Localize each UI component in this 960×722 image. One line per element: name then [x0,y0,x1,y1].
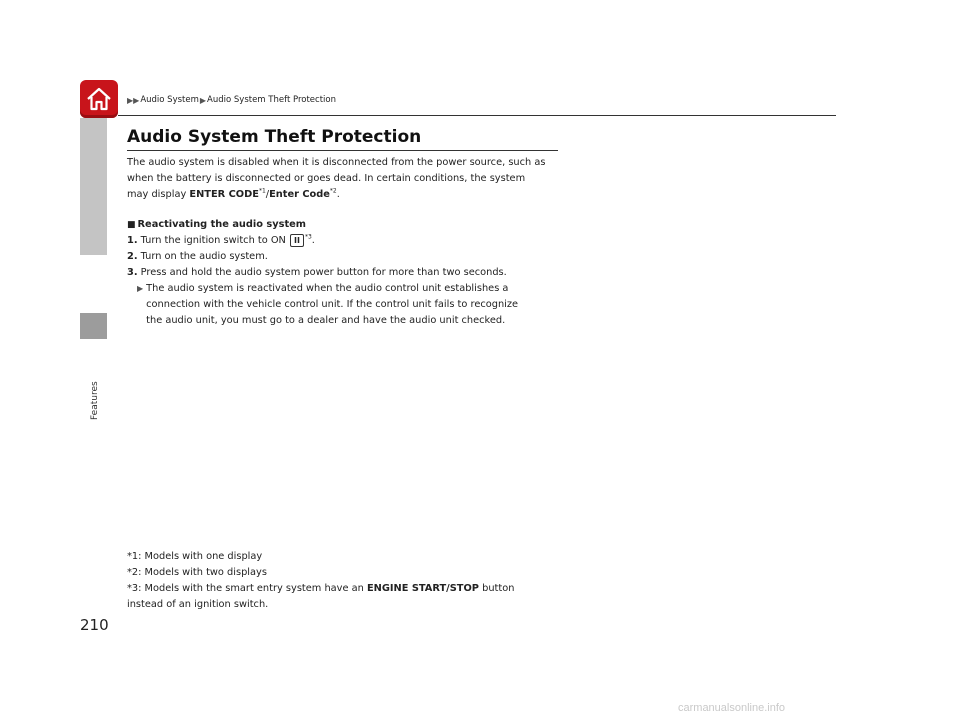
intro-text: . [336,189,340,200]
step-note-text [146,281,518,329]
home-button[interactable] [80,80,118,118]
breadcrumb-arrow-icon: ▶ [199,95,207,105]
display-code-one: ENTER CODE [189,189,259,200]
header-divider [118,115,836,116]
title-divider [127,150,558,151]
breadcrumb-link-audio-system[interactable]: Audio System [140,95,199,105]
footnote: instead of an ignition switch. [127,599,269,610]
step-text: Press and hold the audio system power button for more than two seconds. [140,267,507,278]
square-bullet-icon: ■ [127,220,136,230]
intro-text: may display [127,189,190,200]
footnote-ref[interactable]: *1 [258,187,266,195]
footnote-text: button [479,583,515,594]
side-tab-decoration [80,118,107,255]
footnote: *2: Models with two displays [127,567,267,578]
step-text: . [311,235,315,246]
section-label: Features [90,381,100,420]
note-arrow-icon: ▶ [137,284,144,293]
footnotes [127,549,567,613]
side-tab-features[interactable] [80,313,107,339]
step-item [127,233,567,249]
breadcrumb-arrow-icon: ▶▶ [127,95,140,105]
step-number: 1. [127,235,138,246]
step-item [127,249,567,265]
step-number: 2. [127,251,138,262]
footnote-ref[interactable]: *3 [304,233,312,241]
footnote-text: *3: Models with the smart entry system have an [127,583,367,594]
step-note [137,281,567,329]
section-heading-text: Reactivating the audio system [137,219,306,230]
note-line: The audio system is reactivated when the audio control unit establishes a [146,283,509,294]
page-title: Audio System Theft Protection [127,127,422,147]
step-text: Turn on the audio system. [140,251,268,262]
ignition-on-key-icon: II [290,234,304,247]
step-text: Turn the ignition switch to ON [140,235,289,246]
breadcrumb-current: Audio System Theft Protection [207,95,336,105]
breadcrumb [127,95,336,105]
intro-line: The audio system is disabled when it is disconnected from the power source, such as [127,157,546,168]
watermark: carmanualsonline.info [678,702,786,714]
footnote: *1: Models with one display [127,551,263,562]
intro-line: when the battery is disconnected or goes dead. In certain conditions, the system [127,173,526,184]
note-line: the audio unit, you must go to a dealer and have the audio unit checked. [146,315,506,326]
engine-start-stop-label: ENGINE START/STOP [366,583,479,594]
note-line: connection with the vehicle control unit. If the control unit fails to recognize [146,299,519,310]
section-heading [127,217,567,233]
home-icon [86,87,112,111]
step-number: 3. [127,267,138,278]
main-content [127,155,567,329]
footnote-ref[interactable]: *2 [329,187,337,195]
separator: / [265,189,270,200]
intro-line [127,187,567,203]
page-number: 210 [80,616,109,634]
step-item [127,265,567,281]
display-code-two: Enter Code [269,189,330,200]
footnote [127,581,567,597]
